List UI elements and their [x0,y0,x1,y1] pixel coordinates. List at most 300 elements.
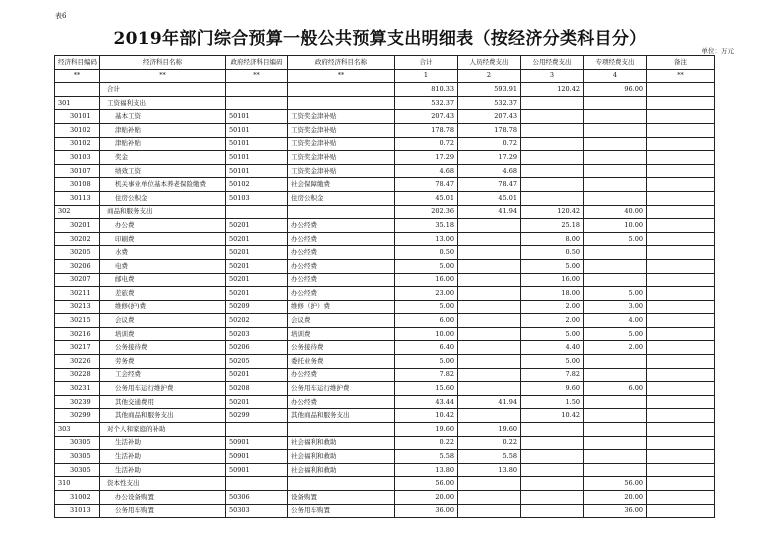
econ-code-cell: 30108 [55,178,100,192]
special-cell [584,463,647,477]
total-cell: 16.00 [395,273,458,287]
public-cell [521,178,584,192]
note-cell [647,409,715,423]
marker-cell: ** [100,69,226,83]
note-cell [647,259,715,273]
econ-code-cell: 30201 [55,219,100,233]
public-cell: 120.42 [521,83,584,97]
total-cell: 10.00 [395,327,458,341]
special-cell: 10.00 [584,219,647,233]
public-cell: 9.60 [521,382,584,396]
gov-name-cell [288,477,395,491]
econ-name-cell: 合计 [100,83,226,97]
total-cell: 5.58 [395,450,458,464]
special-cell [584,273,647,287]
gov-code-cell: 50201 [226,259,288,273]
special-cell: 5.00 [584,287,647,301]
gov-code-cell: 50101 [226,164,288,178]
special-cell [584,123,647,137]
note-cell [647,504,715,518]
econ-code-cell: 30299 [55,409,100,423]
personnel-cell: 78.47 [458,178,521,192]
econ-name-cell: 办公费 [100,219,226,233]
gov-name-cell: 工资奖金津补贴 [288,164,395,178]
total-cell: 78.47 [395,178,458,192]
econ-code-cell: 30207 [55,273,100,287]
econ-code-cell: 31002 [55,491,100,505]
econ-code-cell: 30102 [55,137,100,151]
table-row [55,368,715,382]
gov-name-cell: 社会福利和救助 [288,436,395,450]
unit-label: 单位：万元 [701,47,734,55]
personnel-cell: 41.94 [458,205,521,219]
gov-name-cell: 办公经费 [288,395,395,409]
personnel-cell [458,409,521,423]
col-header-public: 公用经费支出 [521,56,584,70]
table-row [55,436,715,450]
gov-code-cell: 50101 [226,137,288,151]
personnel-cell: 207.43 [458,110,521,124]
note-cell [647,164,715,178]
gov-name-cell: 办公经费 [288,273,395,287]
special-cell [584,368,647,382]
public-cell: 5.00 [521,327,584,341]
total-cell: 810.33 [395,83,458,97]
total-cell: 23.00 [395,287,458,301]
econ-name-cell: 对个人和家庭的补助 [100,423,226,437]
special-cell [584,355,647,369]
personnel-cell: 5.58 [458,450,521,464]
public-cell: 4.40 [521,341,584,355]
gov-code-cell: 50306 [226,491,288,505]
gov-name-cell: 办公经费 [288,246,395,260]
public-cell: 120.42 [521,205,584,219]
gov-code-cell: 50101 [226,123,288,137]
special-cell: 4.00 [584,314,647,328]
personnel-cell [458,382,521,396]
special-cell: 5.00 [584,232,647,246]
personnel-cell [458,504,521,518]
gov-name-cell: 办公经费 [288,259,395,273]
total-cell: 17.29 [395,151,458,165]
personnel-cell [458,491,521,505]
personnel-cell: 532.37 [458,96,521,110]
gov-name-cell: 社会福利和救助 [288,450,395,464]
econ-name-cell: 劳务费 [100,355,226,369]
special-cell: 3.00 [584,300,647,314]
note-cell [647,477,715,491]
personnel-cell [458,273,521,287]
table-row [55,246,715,260]
personnel-cell [458,300,521,314]
table-row [55,491,715,505]
gov-code-cell [226,83,288,97]
marker-cell: ** [647,69,715,83]
public-cell [521,463,584,477]
table-row [55,450,715,464]
gov-name-cell: 公务用车运行维护费 [288,382,395,396]
personnel-cell: 13.80 [458,463,521,477]
marker-cell: ** [288,69,395,83]
note-cell [647,137,715,151]
gov-code-cell: 50201 [226,219,288,233]
econ-code-cell: 30228 [55,368,100,382]
gov-code-cell: 50901 [226,450,288,464]
note-cell [647,83,715,97]
public-cell: 5.00 [521,259,584,273]
public-cell: 2.00 [521,300,584,314]
total-cell: 7.82 [395,368,458,382]
personnel-cell: 0.22 [458,436,521,450]
personnel-cell [458,355,521,369]
econ-code-cell: 30305 [55,463,100,477]
gov-code-cell: 50205 [226,355,288,369]
public-cell: 8.00 [521,232,584,246]
special-cell [584,436,647,450]
note-cell [647,287,715,301]
public-cell [521,491,584,505]
econ-name-cell: 公务用车运行维护费 [100,382,226,396]
total-cell: 19.60 [395,423,458,437]
gov-code-cell: 50201 [226,287,288,301]
gov-code-cell: 50299 [226,409,288,423]
gov-name-cell: 设备购置 [288,491,395,505]
gov-code-cell: 50101 [226,151,288,165]
total-cell: 35.18 [395,219,458,233]
note-cell [647,314,715,328]
public-cell: 16.00 [521,273,584,287]
table-row [55,504,715,518]
econ-code-cell: 30113 [55,191,100,205]
gov-name-cell: 工资奖金津补贴 [288,123,395,137]
personnel-cell [458,246,521,260]
note-cell [647,151,715,165]
note-cell [647,436,715,450]
public-cell [521,423,584,437]
total-cell: 36.00 [395,504,458,518]
gov-name-cell: 委托业务费 [288,355,395,369]
econ-name-cell: 商品和服务支出 [100,205,226,219]
econ-code-cell: 301 [55,96,100,110]
econ-code-cell [55,83,100,97]
header-row [55,56,715,70]
public-cell [521,450,584,464]
table-row [55,382,715,396]
total-cell: 10.42 [395,409,458,423]
total-cell: 56.00 [395,477,458,491]
special-cell [584,409,647,423]
public-cell: 2.00 [521,314,584,328]
gov-name-cell [288,83,395,97]
public-cell [521,504,584,518]
econ-code-cell: 30107 [55,164,100,178]
gov-code-cell [226,477,288,491]
econ-code-cell: 30101 [55,110,100,124]
note-cell [647,355,715,369]
total-cell: 202.36 [395,205,458,219]
col-header-econ-code: 经济科目编码 [55,56,100,70]
econ-code-cell: 30239 [55,395,100,409]
gov-name-cell: 工资奖金津补贴 [288,137,395,151]
personnel-cell: 4.68 [458,164,521,178]
special-cell [584,151,647,165]
table-row [55,273,715,287]
econ-code-cell: 30103 [55,151,100,165]
gov-name-cell [288,96,395,110]
total-cell: 178.78 [395,123,458,137]
special-cell [584,191,647,205]
gov-name-cell: 公务用车购置 [288,504,395,518]
total-cell: 15.60 [395,382,458,396]
col-header-total: 合计 [395,56,458,70]
personnel-cell [458,477,521,491]
note-cell [647,463,715,477]
gov-code-cell: 50202 [226,314,288,328]
total-cell: 13.00 [395,232,458,246]
gov-code-cell: 50201 [226,246,288,260]
econ-name-cell: 基本工资 [100,110,226,124]
total-cell: 4.68 [395,164,458,178]
table-body [55,83,715,518]
note-cell [647,96,715,110]
personnel-cell: 45.01 [458,191,521,205]
table-row [55,259,715,273]
note-cell [647,395,715,409]
note-cell [647,491,715,505]
table-row [55,164,715,178]
econ-name-cell: 机关事业单位基本养老保险缴费 [100,178,226,192]
total-cell: 13.80 [395,463,458,477]
econ-code-cell: 30205 [55,246,100,260]
table-row [55,463,715,477]
public-cell [521,110,584,124]
budget-table [54,55,715,518]
gov-name-cell: 住房公积金 [288,191,395,205]
personnel-cell: 0.72 [458,137,521,151]
econ-name-cell: 工会经费 [100,368,226,382]
gov-code-cell [226,96,288,110]
econ-code-cell: 310 [55,477,100,491]
gov-code-cell: 50901 [226,463,288,477]
marker-cell: 2 [458,69,521,83]
special-cell [584,137,647,151]
public-cell [521,164,584,178]
gov-name-cell: 工资奖金津补贴 [288,110,395,124]
marker-cell: 3 [521,69,584,83]
personnel-cell [458,341,521,355]
gov-code-cell: 50101 [226,110,288,124]
table-row [55,83,715,97]
gov-name-cell: 办公经费 [288,232,395,246]
public-cell [521,137,584,151]
gov-name-cell: 其他商品和服务支出 [288,409,395,423]
econ-name-cell: 生活补助 [100,450,226,464]
public-cell: 25.18 [521,219,584,233]
econ-name-cell: 公务接待费 [100,341,226,355]
econ-name-cell: 工资福利支出 [100,96,226,110]
table-row [55,151,715,165]
note-cell [647,219,715,233]
econ-name-cell: 培训费 [100,327,226,341]
econ-name-cell: 电费 [100,259,226,273]
special-cell [584,164,647,178]
note-cell [647,110,715,124]
gov-name-cell [288,423,395,437]
gov-code-cell: 50103 [226,191,288,205]
special-cell [584,246,647,260]
special-cell [584,450,647,464]
gov-code-cell: 50203 [226,327,288,341]
gov-code-cell: 50201 [226,232,288,246]
personnel-cell [458,259,521,273]
total-cell: 5.00 [395,355,458,369]
econ-name-cell: 其他商品和服务支出 [100,409,226,423]
col-header-note: 备注 [647,56,715,70]
note-cell [647,273,715,287]
personnel-cell: 19.60 [458,423,521,437]
note-cell [647,232,715,246]
note-cell [647,423,715,437]
col-header-econ-name: 经济科目名称 [100,56,226,70]
gov-code-cell: 50901 [226,436,288,450]
econ-code-cell: 30305 [55,450,100,464]
table-row [55,341,715,355]
total-cell: 6.40 [395,341,458,355]
public-cell [521,123,584,137]
econ-code-cell: 30213 [55,300,100,314]
table-row [55,287,715,301]
gov-name-cell: 办公经费 [288,219,395,233]
gov-code-cell: 50201 [226,273,288,287]
note-cell [647,450,715,464]
special-cell [584,178,647,192]
public-cell: 0.50 [521,246,584,260]
econ-name-cell: 差旅费 [100,287,226,301]
econ-code-cell: 30211 [55,287,100,301]
table-row [55,395,715,409]
public-cell: 5.00 [521,355,584,369]
table-row [55,219,715,233]
gov-code-cell [226,205,288,219]
econ-name-cell: 会议费 [100,314,226,328]
marker-cell: ** [226,69,288,83]
table-number: 表6 [55,12,67,20]
econ-name-cell: 生活补助 [100,463,226,477]
econ-code-cell: 30231 [55,382,100,396]
col-header-gov-name: 政府经济科目名称 [288,56,395,70]
col-header-special: 专项经费支出 [584,56,647,70]
page-title: 2019年部门综合预算一般公共预算支出明细表（按经济分类科目分） [113,29,647,49]
marker-cell: ** [55,69,100,83]
econ-name-cell: 生活补助 [100,436,226,450]
econ-name-cell: 津贴补贴 [100,123,226,137]
econ-name-cell: 奖金 [100,151,226,165]
econ-name-cell: 邮电费 [100,273,226,287]
total-cell: 5.00 [395,300,458,314]
total-cell: 6.00 [395,314,458,328]
table-row [55,300,715,314]
table-row [55,205,715,219]
econ-name-cell: 印刷费 [100,232,226,246]
note-cell [647,327,715,341]
marker-cell: 1 [395,69,458,83]
table-row [55,314,715,328]
table-row [55,423,715,437]
note-cell [647,368,715,382]
econ-code-cell: 30206 [55,259,100,273]
gov-name-cell: 工资奖金津补贴 [288,151,395,165]
econ-code-cell: 303 [55,423,100,437]
gov-name-cell: 培训费 [288,327,395,341]
econ-code-cell: 30226 [55,355,100,369]
table-row [55,110,715,124]
special-cell: 20.00 [584,491,647,505]
note-cell [647,341,715,355]
personnel-cell: 41.94 [458,395,521,409]
total-cell: 5.00 [395,259,458,273]
note-cell [647,382,715,396]
econ-name-cell: 绩效工资 [100,164,226,178]
gov-code-cell: 50206 [226,341,288,355]
econ-name-cell: 资本性支出 [100,477,226,491]
note-cell [647,246,715,260]
econ-name-cell: 办公设备购置 [100,491,226,505]
total-cell: 532.37 [395,96,458,110]
table-row [55,409,715,423]
public-cell [521,436,584,450]
gov-name-cell [288,205,395,219]
personnel-cell [458,219,521,233]
special-cell [584,110,647,124]
total-cell: 0.50 [395,246,458,260]
special-cell: 40.00 [584,205,647,219]
note-cell [647,300,715,314]
total-cell: 0.72 [395,137,458,151]
gov-name-cell: 办公经费 [288,287,395,301]
special-cell [584,423,647,437]
econ-name-cell: 维修(护)费 [100,300,226,314]
marker-row [55,69,715,83]
note-cell [647,191,715,205]
econ-code-cell: 31013 [55,504,100,518]
public-cell: 10.42 [521,409,584,423]
gov-name-cell: 社会保障缴费 [288,178,395,192]
econ-code-cell: 30305 [55,436,100,450]
gov-code-cell: 50201 [226,368,288,382]
marker-cell: 4 [584,69,647,83]
econ-code-cell: 30216 [55,327,100,341]
special-cell [584,96,647,110]
econ-name-cell: 津贴补贴 [100,137,226,151]
total-cell: 43.44 [395,395,458,409]
special-cell: 2.00 [584,341,647,355]
total-cell: 20.00 [395,491,458,505]
gov-name-cell: 会议费 [288,314,395,328]
personnel-cell: 593.91 [458,83,521,97]
econ-name-cell: 住房公积金 [100,191,226,205]
gov-name-cell: 社会福利和救助 [288,463,395,477]
note-cell [647,178,715,192]
personnel-cell [458,327,521,341]
table-row [55,178,715,192]
econ-code-cell: 30217 [55,341,100,355]
table-row [55,232,715,246]
table-row [55,355,715,369]
gov-code-cell [226,423,288,437]
gov-code-cell: 50102 [226,178,288,192]
gov-code-cell: 50208 [226,382,288,396]
public-cell [521,477,584,491]
